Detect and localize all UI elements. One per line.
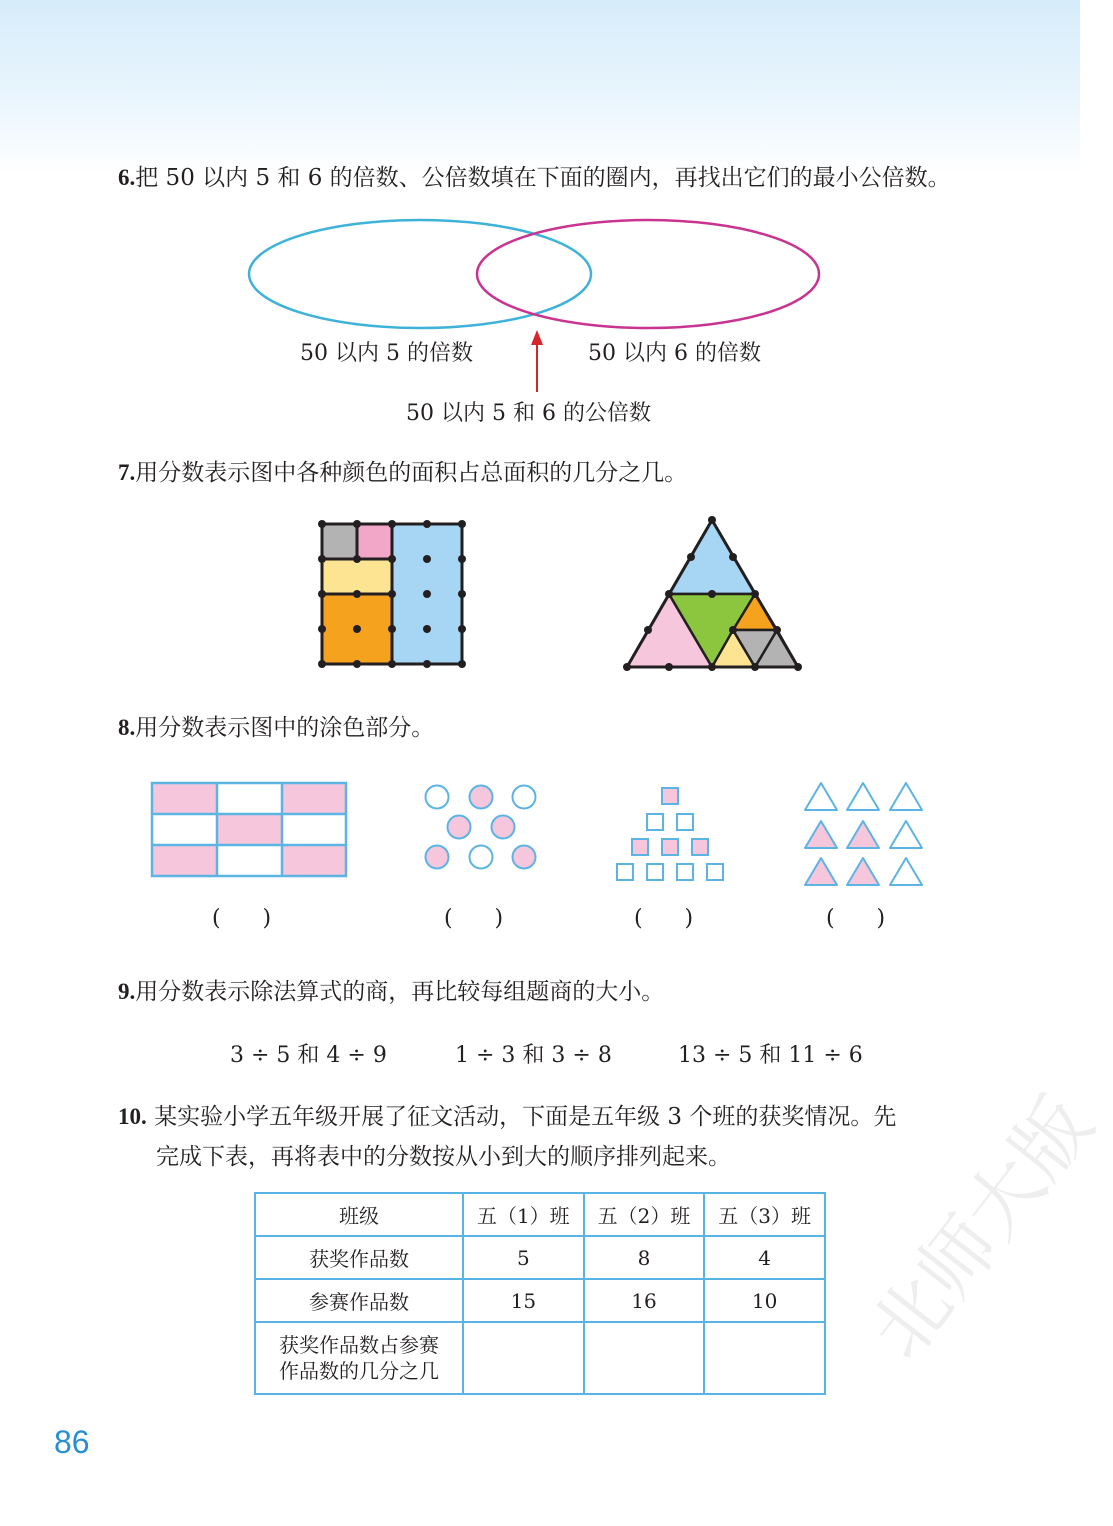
row-label-fraction xyxy=(255,1322,463,1394)
fraction-triangles xyxy=(800,780,930,890)
grid-dot xyxy=(458,590,466,598)
q9-number: 9. xyxy=(118,979,136,1004)
region-yellow xyxy=(322,559,392,594)
grid-dot xyxy=(353,590,361,598)
venn-left-label: 50 以内 5 的倍数 xyxy=(300,341,473,366)
grid-dot xyxy=(318,555,326,563)
q10-number: 10. xyxy=(118,1104,147,1129)
row-label-fraction-line2: 作品数的几分之几 xyxy=(279,1359,439,1383)
q8-answer-blank-4[interactable]: ( ) xyxy=(826,906,886,931)
q9-expression-1: 3 ÷ 5 和 4 ÷ 9 xyxy=(230,1043,387,1068)
table-cell: 8 xyxy=(584,1236,705,1279)
header-class-1: 五（1）班 xyxy=(463,1193,584,1236)
grid-dot xyxy=(388,660,396,668)
venn-common-label: 50 以内 5 和 6 的公倍数 xyxy=(406,401,651,426)
q9-prompt xyxy=(118,977,664,1007)
q6-text: 把 50 以内 5 和 6 的倍数、公倍数填在下面的圈内，再找出它们的最小公倍数。 xyxy=(135,165,951,191)
grid-dot xyxy=(423,625,431,633)
table-cell: 4 xyxy=(704,1236,825,1279)
q7-number: 7. xyxy=(118,460,136,485)
triangle-figure xyxy=(620,512,810,677)
q8-answer-blank-3[interactable]: ( ) xyxy=(634,906,694,931)
triangle-top-blue xyxy=(669,520,755,594)
fraction-rect-grid xyxy=(150,781,350,879)
grid-dot xyxy=(423,590,431,598)
grid-dot xyxy=(388,625,396,633)
row-label-awarded: 获奖作品数 xyxy=(255,1236,463,1279)
table-cell: 5 xyxy=(463,1236,584,1279)
q8-prompt xyxy=(118,713,434,743)
grid-dot xyxy=(458,660,466,668)
grid-dot xyxy=(423,555,431,563)
answer-cell-1[interactable] xyxy=(463,1322,584,1394)
q9-expression-3: 13 ÷ 5 和 11 ÷ 6 xyxy=(678,1043,863,1068)
region-gray xyxy=(322,524,357,559)
answer-cell-3[interactable] xyxy=(704,1322,825,1394)
fraction-squares-pyramid xyxy=(610,785,730,883)
table-cell: 10 xyxy=(704,1279,825,1322)
q7-prompt xyxy=(118,458,687,488)
table-header-row xyxy=(255,1193,825,1236)
grid-dot xyxy=(318,660,326,668)
table-row xyxy=(255,1322,825,1394)
q10-prompt-line1 xyxy=(118,1102,896,1132)
header-class: 班级 xyxy=(255,1193,463,1236)
q10-text-line2: 完成下表，再将表中的分数按从小到大的顺序排列起来。 xyxy=(156,1144,731,1170)
q8-answer-blank-1[interactable]: ( ) xyxy=(212,906,272,931)
grid-dot xyxy=(353,660,361,668)
header-class-2: 五（2）班 xyxy=(584,1193,705,1236)
table-cell: 16 xyxy=(584,1279,705,1322)
venn-diagram xyxy=(0,0,1080,430)
venn-arrow-head xyxy=(531,330,543,345)
venn-right-label: 50 以内 6 的倍数 xyxy=(588,341,761,366)
grid-dot xyxy=(458,555,466,563)
grid-dot xyxy=(353,625,361,633)
table-row xyxy=(255,1279,825,1322)
grid-dot xyxy=(423,660,431,668)
awards-table xyxy=(254,1192,826,1395)
watermark: 北师大版 xyxy=(852,1080,1110,1375)
venn-right-ellipse xyxy=(477,220,819,328)
q6-number: 6. xyxy=(118,165,136,190)
grid-dot xyxy=(388,590,396,598)
fraction-circles xyxy=(420,783,545,873)
q8-text: 用分数表示图中的涂色部分。 xyxy=(135,715,435,741)
grid-dot xyxy=(353,555,361,563)
q8-answer-blank-2[interactable]: ( ) xyxy=(444,906,504,931)
q9-expression-2: 1 ÷ 3 和 3 ÷ 8 xyxy=(455,1043,612,1068)
table-row xyxy=(255,1236,825,1279)
q10-text-line1: 某实验小学五年级开展了征文活动，下面是五年级 3 个班的获奖情况。先 xyxy=(154,1104,897,1130)
grid-dot xyxy=(353,520,361,528)
grid-dot xyxy=(458,520,466,528)
region-pink xyxy=(357,524,392,559)
grid-dot xyxy=(318,520,326,528)
grid-dot xyxy=(388,555,396,563)
grid-dot xyxy=(318,590,326,598)
grid-dot xyxy=(388,520,396,528)
venn-left-ellipse xyxy=(249,220,591,328)
table-cell: 15 xyxy=(463,1279,584,1322)
grid-dot xyxy=(318,625,326,633)
grid-dot xyxy=(458,625,466,633)
q7-text: 用分数表示图中各种颜色的面积占总面积的几分之几。 xyxy=(135,460,688,486)
answer-cell-2[interactable] xyxy=(584,1322,705,1394)
q9-text: 用分数表示除法算式的商，再比较每组题商的大小。 xyxy=(135,979,665,1005)
row-label-entered: 参赛作品数 xyxy=(255,1279,463,1322)
row-label-fraction-line1: 获奖作品数占参赛 xyxy=(279,1333,439,1357)
grid-rectangle-figure xyxy=(310,512,480,682)
grid-dot xyxy=(423,520,431,528)
page-number: 86 xyxy=(54,1424,90,1460)
q8-number: 8. xyxy=(118,715,136,740)
header-class-3: 五（3）班 xyxy=(704,1193,825,1236)
